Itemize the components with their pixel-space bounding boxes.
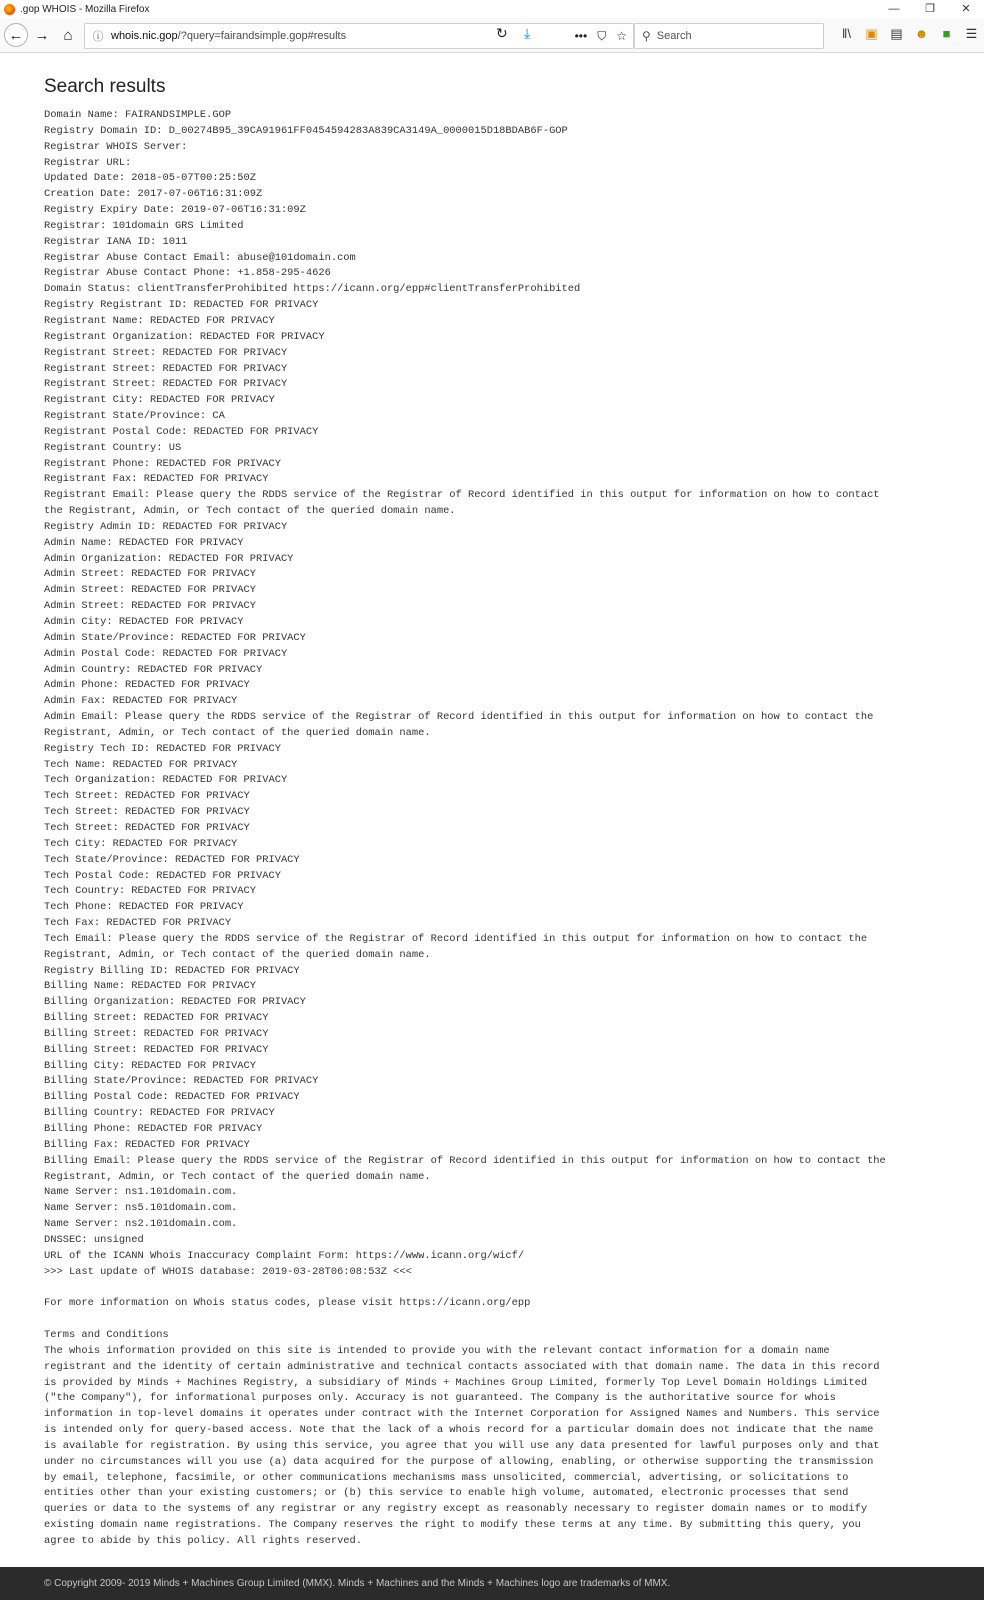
search-placeholder: Search xyxy=(656,30,692,42)
whois-line: Name Server: ns5.101domain.com. xyxy=(44,1202,238,1215)
whois-line: Name Server: ns2.101domain.com. xyxy=(44,1218,238,1231)
whois-line: Registrant Postal Code: REDACTED FOR PRIVACY xyxy=(44,425,319,438)
whois-line: Admin Fax: REDACTED FOR PRIVACY xyxy=(44,695,238,708)
window-controls xyxy=(876,0,984,18)
whois-line: Admin State/Province: REDACTED FOR PRIVACY xyxy=(44,631,306,644)
url-host: whois.nic.gop xyxy=(111,30,178,42)
whois-line: Registrant Email: Please query the RDDS service of the Registrar of Record identified in this output for information on how to contact the Registrant, Admin, or Tech contact of the queried domain name. xyxy=(44,489,880,518)
whois-line: Admin Postal Code: REDACTED FOR PRIVACY xyxy=(44,647,288,660)
page-content xyxy=(44,76,944,1550)
sidebar-icon[interactable]: ▤ xyxy=(890,26,903,41)
whois-line: Admin Email: Please query the RDDS service of the Registrar of Record identified in this output for information on how to contact the Registrant, Admin, or Tech contact of the queried domain name. xyxy=(44,711,874,739)
extension-green-icon[interactable]: ■ xyxy=(942,26,951,41)
whois-line: Registrar WHOIS Server: xyxy=(44,140,188,153)
whois-line: Billing Street: REDACTED FOR PRIVACY xyxy=(44,1012,269,1025)
whois-line: Terms and Conditions xyxy=(44,1328,169,1341)
whois-line: Registrant Fax: REDACTED FOR PRIVACY xyxy=(44,473,269,486)
whois-line: The whois information provided on this site is intended to provide you with the relevant contact information for a domain name registrant and the identity of certain administrative and technical contacts associated with that domain name. The data in this record is provided by Minds + Machines Registry, a subsidiary of Minds + Machines Group Limited, formerly Top Level Domain Holdings Limited ("the Company"), for informational purposes only. Accuracy is not guaranteed. The Company is the authoritative source for whois information in top-level domains it operates under contract with the Internet Corporation for Assigned Names and Numbers. This service is intended only for query-based access. Note that the lack of a whois record for a particular domain does not indicate that the name is available for registration. By using this service, you agree that you will use any data presented for lawful purposes only and that under no circumstances will you use (a) data acquired for the purpose of allowing, enabling, or otherwise supporting the transmission by email, telephone, facsimile, or other communications mechanisms mass unsolicited, commercial, advertising, or solicitations to entities other than your existing customers; or (b) this service to enable high volume, automated, electronic processes that send queries or data to the systems of any registrar or any registry except as reasonably necessary to register domain names or to modify existing domain name registrations. The Company reserves the right to modify these terms at any time. By submitting this query, you agree to abide by this policy. All rights reserved. xyxy=(44,1344,880,1547)
whois-line: Billing Email: Please query the RDDS service of the Registrar of Record identified in this output for information on how to contact the Registrant, Admin, or Tech contact of the queried domain name. xyxy=(44,1154,886,1183)
whois-line: Billing Postal Code: REDACTED FOR PRIVACY xyxy=(44,1091,300,1104)
url-bar-actions xyxy=(575,29,627,44)
whois-line: Billing Fax: REDACTED FOR PRIVACY xyxy=(44,1138,250,1151)
more-icon[interactable]: ••• xyxy=(574,28,588,43)
footer-copyright: © Copyright 2009- 2019 Minds + Machines Group Limited (MMX). Minds + Machines and the Minds + Machines logo are trademarks of MMX. xyxy=(44,1578,671,1589)
whois-line: Creation Date: 2017-07-06T16:31:09Z xyxy=(44,188,263,201)
firefox-logo-icon xyxy=(4,4,15,15)
whois-line: Registry Registrant ID: REDACTED FOR PRIVACY xyxy=(44,299,319,312)
window-title: .gop WHOIS - Mozilla Firefox xyxy=(20,3,150,15)
whois-line: Billing Country: REDACTED FOR PRIVACY xyxy=(44,1107,275,1120)
whois-line: Name Server: ns1.101domain.com. xyxy=(44,1186,238,1199)
whois-line: Registry Expiry Date: 2019-07-06T16:31:09Z xyxy=(44,204,306,217)
download-icon[interactable]: ⤓ xyxy=(524,25,531,41)
whois-line: Registrant Street: REDACTED FOR PRIVACY xyxy=(44,362,288,375)
whois-line: For more information on Whois status codes, please visit https://icann.org/epp xyxy=(44,1297,531,1310)
whois-line: DNSSEC: unsigned xyxy=(44,1233,144,1246)
whois-line: Tech Street: REDACTED FOR PRIVACY xyxy=(44,821,250,834)
whois-line: Registrar Abuse Contact Email: abuse@101domain.com xyxy=(44,251,356,264)
back-icon[interactable]: ← xyxy=(4,23,28,47)
extension-icon[interactable]: ▣ xyxy=(865,26,878,41)
whois-line: Tech City: REDACTED FOR PRIVACY xyxy=(44,837,238,850)
library-icon[interactable]: ‖\ xyxy=(842,26,851,41)
maximize-button[interactable]: ❐ xyxy=(925,3,935,15)
whois-line: Admin Phone: REDACTED FOR PRIVACY xyxy=(44,679,250,692)
whois-line: >>> Last update of WHOIS database: 2019-03-28T06:08:53Z <<< xyxy=(44,1265,412,1278)
whois-line: Tech Organization: REDACTED FOR PRIVACY xyxy=(44,774,288,787)
whois-line: Admin Street: REDACTED FOR PRIVACY xyxy=(44,568,257,581)
menu-icon[interactable]: ☰ xyxy=(965,26,978,41)
whois-line: Registry Billing ID: REDACTED FOR PRIVACY xyxy=(44,964,300,977)
whois-line: Billing City: REDACTED FOR PRIVACY xyxy=(44,1059,257,1072)
whois-line: Tech Email: Please query the RDDS service of the Registrar of Record identified in this output for information on how to contact the Registrant, Admin, or Tech contact of the queried domain name. xyxy=(44,932,868,961)
close-button[interactable]: ✕ xyxy=(961,3,971,15)
whois-line: Registrant Phone: REDACTED FOR PRIVACY xyxy=(44,457,281,470)
url-text[interactable] xyxy=(111,30,346,42)
url-bar[interactable] xyxy=(84,23,634,49)
whois-line: Registrant Street: REDACTED FOR PRIVACY xyxy=(44,378,288,391)
reload-icon[interactable]: ↻ xyxy=(496,25,508,41)
whois-line: Tech Street: REDACTED FOR PRIVACY xyxy=(44,790,250,803)
whois-line: Updated Date: 2018-05-07T00:25:50Z xyxy=(44,172,257,185)
whois-line: Admin Organization: REDACTED FOR PRIVACY xyxy=(44,552,294,565)
whois-line: Billing Street: REDACTED FOR PRIVACY xyxy=(44,1043,269,1056)
home-icon[interactable]: ⌂ xyxy=(63,26,73,44)
bookmark-star-icon[interactable]: ☆ xyxy=(616,28,627,43)
avatar-icon[interactable]: ☻ xyxy=(914,26,929,41)
whois-line: Registrar URL: xyxy=(44,156,132,169)
whois-line: Registrar Abuse Contact Phone: +1.858-295-4626 xyxy=(44,267,331,280)
whois-line: Registrant Name: REDACTED FOR PRIVACY xyxy=(44,314,275,327)
whois-line: Registry Tech ID: REDACTED FOR PRIVACY xyxy=(44,742,281,755)
url-path: /?query=fairandsimple.gop#results xyxy=(177,30,347,42)
window-titlebar xyxy=(0,0,984,18)
info-icon[interactable]: ⓘ xyxy=(92,31,104,43)
whois-line: Registrant Organization: REDACTED FOR PRIVACY xyxy=(44,330,325,343)
whois-line: Admin Name: REDACTED FOR PRIVACY xyxy=(44,536,244,549)
whois-line: Billing Phone: REDACTED FOR PRIVACY xyxy=(44,1123,263,1135)
whois-line: Billing Street: REDACTED FOR PRIVACY xyxy=(44,1027,269,1040)
whois-line: Registrar: 101domain GRS Limited xyxy=(44,219,244,232)
whois-line: Tech Fax: REDACTED FOR PRIVACY xyxy=(44,917,232,930)
whois-line: Admin City: REDACTED FOR PRIVACY xyxy=(44,616,244,628)
search-icon: ⚲ xyxy=(642,29,651,43)
page-title: Search results xyxy=(44,76,166,97)
whois-line: Tech State/Province: REDACTED FOR PRIVACY xyxy=(44,853,300,866)
whois-line: Registrant City: REDACTED FOR PRIVACY xyxy=(44,394,275,407)
whois-output xyxy=(44,108,944,1550)
whois-line: Billing State/Province: REDACTED FOR PRIVACY xyxy=(44,1075,319,1088)
whois-line: Registrar IANA ID: 1011 xyxy=(44,235,188,248)
whois-line: Registrant State/Province: CA xyxy=(44,410,225,423)
toolbar-icons xyxy=(838,26,980,42)
forward-icon[interactable]: → xyxy=(34,26,50,44)
whois-line: Admin Street: REDACTED FOR PRIVACY xyxy=(44,584,257,597)
whois-line: Billing Name: REDACTED FOR PRIVACY xyxy=(44,980,257,993)
site-footer xyxy=(0,1567,984,1600)
whois-line: Registry Domain ID: D_00274B95_39CA91961FF0454594283A839CA3149A_0000015D18BDAB6F-GOP xyxy=(44,124,568,137)
whois-line: Domain Name: FAIRANDSIMPLE.GOP xyxy=(44,109,232,121)
whois-line: Registry Admin ID: REDACTED FOR PRIVACY xyxy=(44,520,288,533)
whois-line: Tech Name: REDACTED FOR PRIVACY xyxy=(44,758,238,771)
whois-line: Domain Status: clientTransferProhibited https://icann.org/epp#clientTransferProhibited xyxy=(44,283,581,296)
whois-line: Registrant Country: US xyxy=(44,441,182,454)
whois-line: Tech Phone: REDACTED FOR PRIVACY xyxy=(44,901,244,914)
search-bar[interactable] xyxy=(634,23,824,49)
whois-line: Admin Country: REDACTED FOR PRIVACY xyxy=(44,663,263,676)
whois-line: Registrant Street: REDACTED FOR PRIVACY xyxy=(44,346,288,359)
whois-line: Tech Postal Code: REDACTED FOR PRIVACY xyxy=(44,869,281,882)
whois-line: Tech Street: REDACTED FOR PRIVACY xyxy=(44,806,250,819)
whois-line: URL of the ICANN Whois Inaccuracy Complaint Form: https://www.icann.org/wicf/ xyxy=(44,1249,525,1262)
whois-line: Billing Organization: REDACTED FOR PRIVACY xyxy=(44,996,306,1009)
pocket-icon[interactable]: ⛉ xyxy=(597,28,607,43)
navigation-toolbar xyxy=(0,18,984,53)
minimize-button[interactable]: — xyxy=(888,3,900,15)
whois-line: Tech Country: REDACTED FOR PRIVACY xyxy=(44,885,257,898)
whois-line: Admin Street: REDACTED FOR PRIVACY xyxy=(44,600,257,613)
